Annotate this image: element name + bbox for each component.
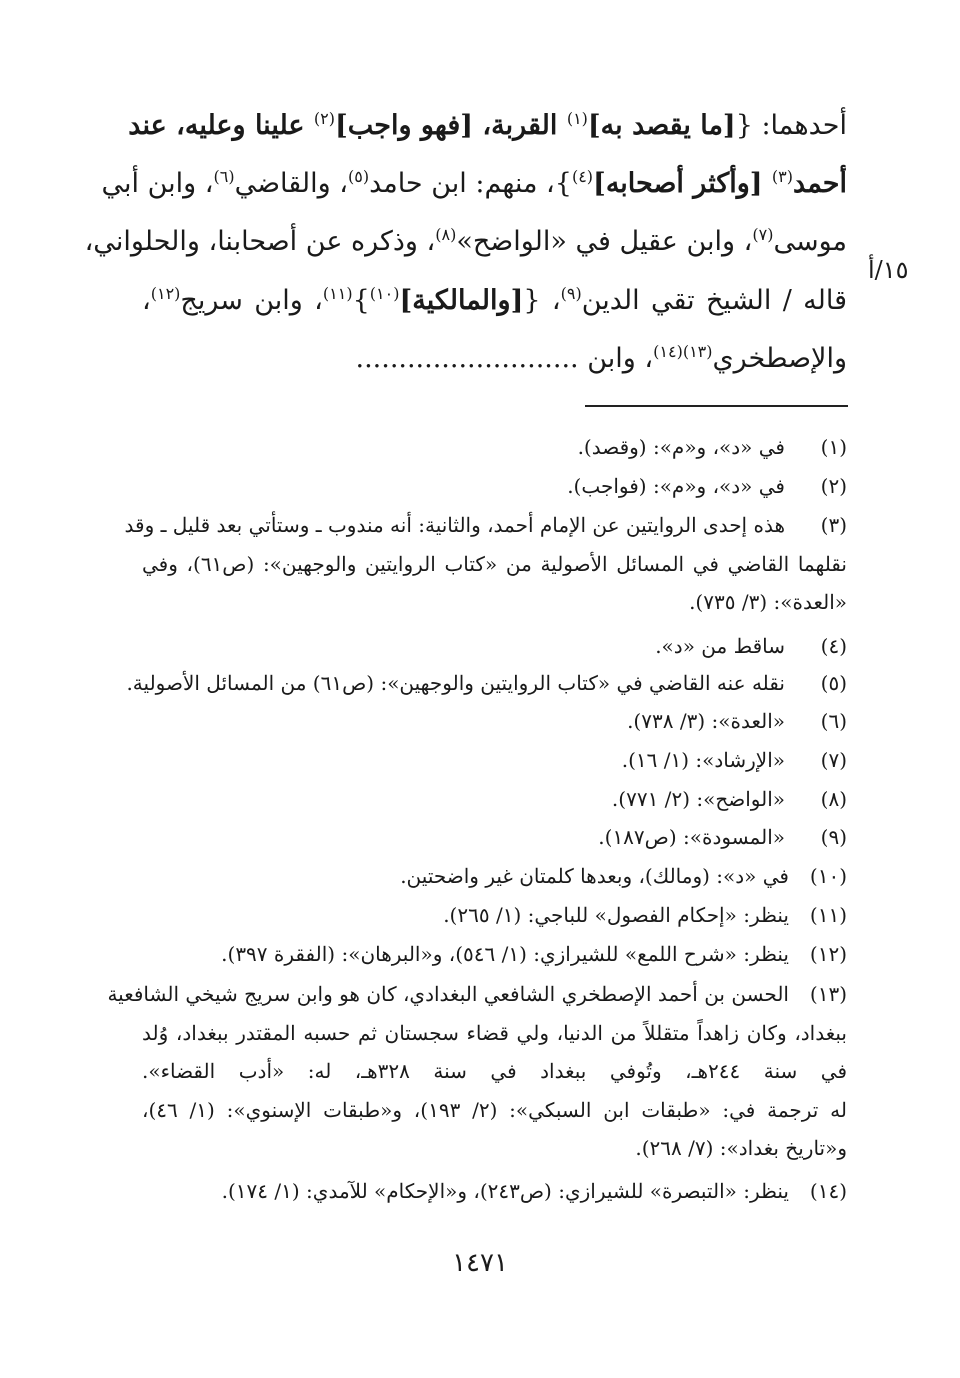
footnote-text: و«تاريخ بغداد»: (٧/ ٢٦٨). (635, 1136, 847, 1160)
main-line (101, 156, 847, 212)
footnote-text: ببغداد، وكان زاهداً متقللاً من الدنيا، ولي قضاء سجستان ثم حسبه المقتدر ببغداد، وُلد (142, 1020, 847, 1045)
footnote-number: (٦) (820, 709, 847, 733)
footnote-number: (١٣) (809, 982, 847, 1006)
footnote-ref: (٨) (435, 225, 457, 244)
footnote-number: (١٠) (809, 864, 847, 888)
footnote-text: هذه إحدى الروايتين عن الإمام أحمد، والثانية: أنه مندوب ـ وستأتي بعد قليل ـ وقد (124, 513, 785, 537)
footnote-separator (585, 405, 848, 407)
footnote-ref: (١٢) (150, 284, 181, 303)
footnote-number: (٧) (820, 748, 847, 772)
footnote-text: الحسن بن أحمد الإصطخري الشافعي البغدادي، كان هو وابن سريج شيخي الشافعية (107, 982, 789, 1006)
footnote-text: نقلهما القاضي في المسائل الأصولية من «كتاب الروايتين والوجهين»: (ص٦١)، وفي (142, 551, 847, 576)
footnote-text: في سنة ٢٤٤هـ، وتُوفي ببغداد في سنة ٣٢٨هـ، له: «أدب القضاء». (142, 1059, 847, 1083)
text-run: [وأكثر أصحابه] (593, 168, 772, 199)
footnote-number: (٢) (820, 474, 847, 498)
footnote-number: (٩) (820, 825, 847, 849)
footnote-text: «العدة»: (٣/ ٧٣٨). (627, 709, 785, 733)
footnote-ref: (٤) (571, 167, 594, 186)
main-line (128, 98, 847, 154)
footnote-ref: (١٣) (682, 342, 713, 361)
footnote-text: «العدة»: (٣/ ٧٣٥). (689, 590, 847, 614)
footnote-number: (١) (820, 435, 847, 459)
text-run: أحمد (793, 168, 847, 199)
footnote-ref: (٢) (313, 109, 336, 128)
footnote-ref: (٩) (560, 284, 582, 303)
footnote-number: (٣) (820, 513, 847, 537)
footnote-ref: (٥) (347, 167, 370, 186)
text-run: ، وابن (578, 343, 654, 374)
footnote-number: (١٤) (809, 1179, 847, 1203)
footnote-text: ينظر: «التبصرة» للشيرازي: (ص٢٤٣)، و«الإحكام» للآمدي: (١/ ١٧٤). (221, 1179, 789, 1203)
footnote-text: ينظر: «شرح اللمع» للشيرازي: (١/ ٥٤٦)، و«البرهان»: (الفقرة ٣٩٧). (221, 942, 789, 966)
text-run: ، والقاضي (234, 168, 348, 199)
footnote-text: ينظر: «إحكام الفصول» للباجي: (١/ ٢٦٥). (443, 903, 789, 927)
footnote-text: في «د»، و«م»: (وقصد). (577, 435, 785, 459)
footnote-ref: (١١) (322, 284, 353, 303)
page-number: ١٤٧١ (452, 1248, 508, 1278)
footnote-number: (٥) (820, 671, 847, 695)
footnote-text: في «د»: (ومالك)، وبعدها كلمتان غير واضحتين. (400, 864, 789, 888)
text-run: }، منهم: ابن حامد (369, 168, 572, 199)
ellipsis-gap: .......................... (355, 343, 579, 374)
text-run: أحدهما: { (735, 110, 847, 141)
footnote-text: في «د»، و«م»: (فواجب). (567, 474, 785, 498)
footnote-ref: (١) (566, 109, 588, 128)
footnote-number: (١٢) (809, 942, 847, 966)
text-run: القربة، (473, 110, 567, 141)
text-run: ، (142, 285, 151, 316)
text-run: موسى (773, 226, 847, 257)
text-run: ، { (523, 285, 561, 316)
text-run: ، وابن سريج (180, 285, 323, 316)
footnote-number: (١١) (809, 903, 847, 927)
footnote-text: ساقط من «د». (655, 634, 785, 658)
footnote-number: (٨) (820, 787, 847, 811)
main-line (84, 214, 847, 270)
footnote-text: «الإرشاد»: (١/ ١٦). (621, 748, 785, 772)
footnote-ref: (٦) (213, 167, 235, 186)
main-line (142, 331, 847, 387)
footnote-text: «المسودة»: (ص١٨٧). (598, 825, 785, 849)
footnote-ref: (٣) (771, 167, 794, 186)
text-run: ، وذكره عن أصحابنا، والحلواني، (84, 226, 436, 257)
footnote-text: نقله عنه القاضي في «كتاب الروايتين والوجهين»: (ص٦١) من المسائل الأصولية. (126, 671, 785, 695)
footnote-number: (٤) (820, 634, 847, 658)
footnote-text: «الواضح»: (٢/ ٧٧١). (611, 787, 785, 811)
text-run: ، وابن عقيل في «الواضح» (456, 226, 753, 257)
text-run: [والمالكية] (399, 285, 524, 316)
text-run: علينا وعليه، عند (128, 110, 314, 141)
manuscript-folio-note: ١٥/أ (868, 256, 909, 284)
footnote-ref: (١٤) (653, 342, 683, 361)
text-run: [فهو واجب] (335, 110, 474, 141)
text-run: والإصطخري (712, 343, 847, 374)
footnote-ref: (١٠) (369, 284, 400, 303)
text-run: [ما يقصد به] (587, 110, 736, 141)
footnote-text: له ترجمة في: «طبقات ابن السبكي»: (٢/ ١٩٣)، و«طبقات الإسنوي»: (١/ ٤٦)، (142, 1097, 847, 1122)
text-run: } (352, 285, 370, 316)
text-run: قاله / الشيخ تقي الدين (581, 285, 847, 316)
main-line (142, 273, 847, 329)
footnote-ref: (٧) (752, 225, 774, 244)
text-run: ، وابن أبي (101, 168, 214, 199)
